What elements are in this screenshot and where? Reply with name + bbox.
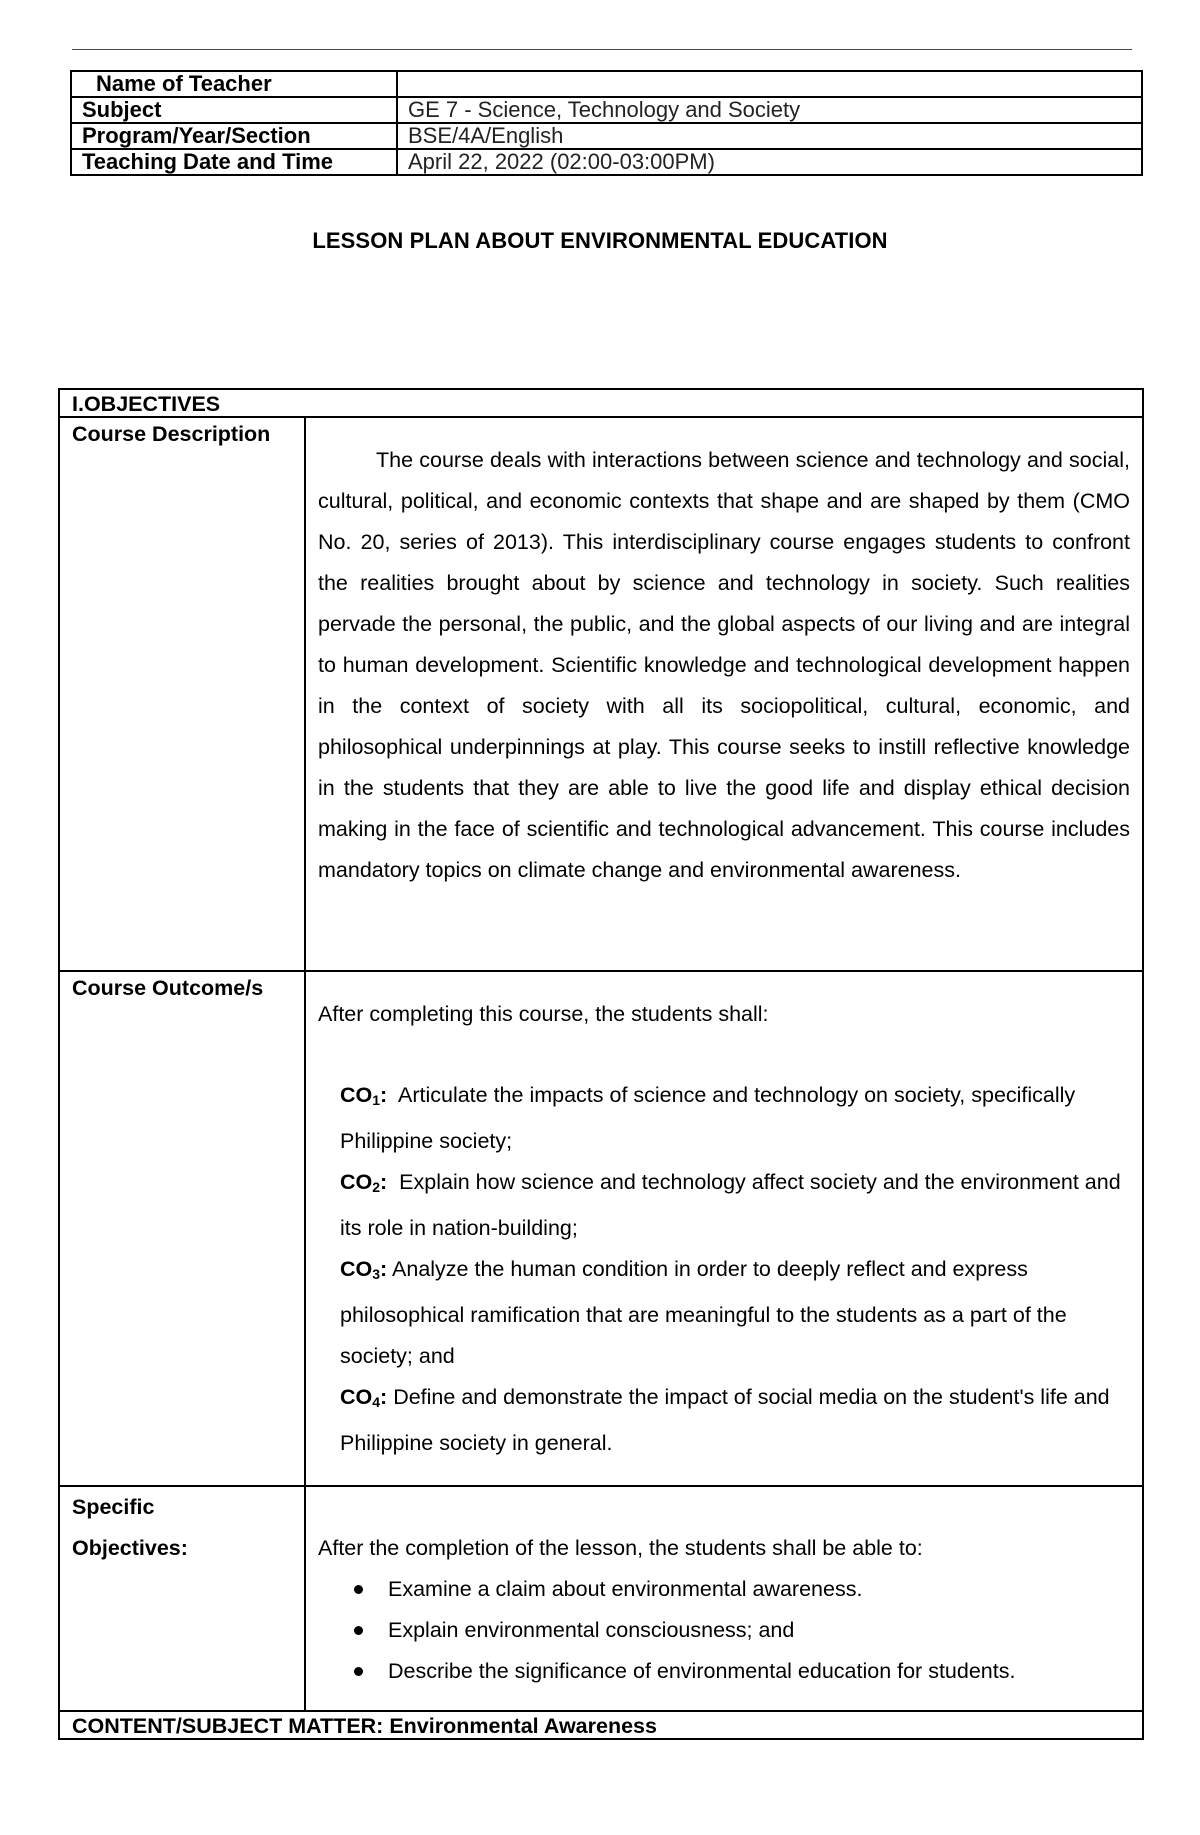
course-outcome-text: Articulate the impacts of science and technology on society, specifically Philippine society; [340,1083,1076,1153]
course-outcome-item [340,1249,1130,1377]
course-outcomes-label: Course Outcome/s [59,971,305,1486]
info-row-date [71,149,1142,175]
course-outcome-item [340,1377,1130,1464]
course-outcomes-intro: After completing this course, the students shall: [318,1002,769,1026]
course-description-text: The course deals with interactions between science and technology and social, cultural, political, and economic contexts that shape and are shaped by them (CMO No. 20, series of 2013). This interdisciplinary course engages students to confront the realities brought about by science and technology in society. Such realities pervade the personal, the public, and the global aspects of our living and are integral to human development. Scientific knowledge and technological development happen in the context of society with all its sociopolitical, cultural, economic, and philosophical underpinnings at play. This course seeks to instill reflective knowledge in the students that they are able to live the good life and display ethical decision making in the face of scientific and technological advancement. This course includes mandatory topics on climate change and environmental awareness. [318,448,1130,882]
lesson-plan-table [58,388,1144,1740]
specific-objectives-intro: After the completion of the lesson, the students shall be able to: [318,1536,923,1560]
specific-objective-item: Explain environmental consciousness; and [388,1610,1130,1651]
course-description-label: Course Description [59,417,305,971]
course-outcome-text: Analyze the human condition in order to deeply reflect and express philosophical ramification that are meaningful to the students as a part of the society; and [340,1257,1067,1368]
info-row-program [71,123,1142,149]
teacher-label: Name of Teacher [71,71,397,97]
lesson-info-table [70,70,1143,176]
content-header-row [59,1711,1143,1739]
course-description-cell [305,417,1143,971]
specific-objectives-row [59,1486,1143,1711]
course-outcome-text: Define and demonstrate the impact of social media on the student's life and Philippine society in general. [340,1385,1110,1455]
course-outcome-code: $CO_2$: [340,1170,388,1195]
specific-objectives-cell [305,1486,1143,1711]
date-value: April 22, 2022 (02:00-03:00PM) [397,149,1142,175]
course-outcomes-list [340,1075,1130,1464]
objectives-heading: I.OBJECTIVES [59,389,1143,417]
objectives-header-row [59,389,1143,417]
specific-objective-item: Describe the significance of environmental education for students. [388,1651,1130,1692]
info-row-teacher [71,71,1142,97]
course-outcomes-row [59,971,1143,1486]
specific-objectives-label-line2: Objectives: [72,1536,188,1560]
course-outcome-code: $CO_1$: [340,1083,388,1108]
course-outcome-item [340,1162,1130,1249]
specific-objectives-list [318,1569,1130,1692]
course-description-row [59,417,1143,971]
program-label: Program/Year/Section [71,123,397,149]
content-heading: CONTENT/SUBJECT MATTER: Environmental Awareness [59,1711,1143,1739]
teacher-value [397,71,1142,97]
specific-objectives-label-line1: Specific [72,1495,155,1519]
date-label: Teaching Date and Time [71,149,397,175]
info-row-subject [71,97,1142,123]
course-outcome-text: Explain how science and technology affect society and the environment and its role in nation-building; [340,1170,1121,1240]
course-outcome-code: $CO_3$: [340,1257,388,1282]
course-outcome-code: $CO_4$: [340,1385,388,1410]
subject-value: GE 7 - Science, Technology and Society [397,97,1142,123]
header-rule [72,49,1132,50]
subject-label: Subject [71,97,397,123]
document-title: LESSON PLAN ABOUT ENVIRONMENTAL EDUCATION [312,228,888,253]
specific-objective-item: Examine a claim about environmental awareness. [388,1569,1130,1610]
course-outcomes-cell [305,971,1143,1486]
program-value: BSE/4A/English [397,123,1142,149]
course-outcome-item [340,1075,1130,1162]
specific-objectives-label [59,1486,305,1711]
